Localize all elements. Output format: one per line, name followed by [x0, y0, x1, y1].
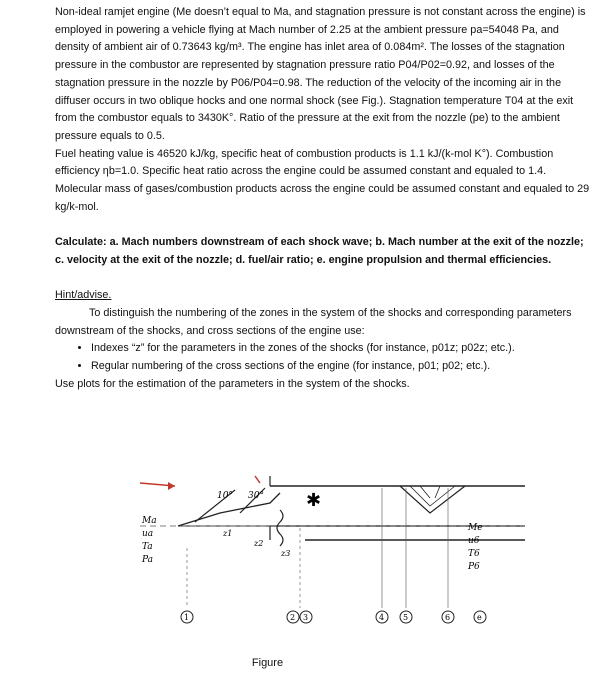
left-label-pa: Pa [142, 555, 154, 565]
angle-label-1: 10° [217, 491, 233, 501]
hint-bullet-list [55, 340, 590, 375]
right-label-p6: P6 [468, 562, 480, 572]
station-6: 6 [445, 613, 451, 622]
right-label-u6: u6 [468, 536, 480, 546]
station-3: 3 [303, 613, 309, 622]
station-2: 2 [290, 613, 296, 622]
left-label-ta: Ta [142, 542, 153, 552]
left-label-ma: Ma [142, 516, 157, 526]
figure-caption: Figure [251, 657, 284, 669]
hint-intro: To distinguish the numbering of the zones in the system of the shocks and corresponding parameters downstream of the shocks, and cross sections of the engine use: [55, 306, 572, 337]
problem-text [55, 4, 590, 393]
hint-outro: Use plots for the estimation of the parameters in the system of the shocks. [55, 377, 410, 390]
hint-bullet-sections: • Regular numbering of the cross sections of the engine (for instance, p01; p02; etc.). [91, 358, 590, 376]
station-1: 1 [184, 613, 190, 622]
hint-title: Hint/advise. [55, 289, 112, 302]
right-label-t6: T6 [468, 549, 480, 559]
zone-label-z2: z2 [254, 539, 264, 548]
zone-label-z1: z1 [223, 529, 233, 538]
figure-caption-wrap [0, 657, 535, 669]
hint-bullet-zones: • Indexes “z” for the parameters in the zones of the shocks (for instance, p01z; p02z; etc.). [91, 340, 590, 358]
right-label-me: Me [468, 523, 483, 533]
paragraph-fuel-properties: Fuel heating value is 46520 kJ/kg, specific heat of combustion products is 1.1 kJ/(k-mol K°). Combustion efficiency ηb=1.0. Specific heat ratio across the engine could be assumed constant and equaled to 1.4. Molecular mass of gases/combustion products across the engine could be assumed constant and equaled to 29 kg/k-mol. [55, 147, 590, 213]
station-5: 5 [403, 613, 409, 622]
left-label-ua: ua [142, 529, 154, 539]
paragraph-problem-statement: Non-ideal ramjet engine (Me doesn’t equal to Ma, and stagnation pressure is not constant across the engine) is employed in powering a vehicle flying at Mach number of 2.25 at the ambient pressure pa=54048 Pa, and density of ambient air of 0.73643 kg/m³. The engine has inlet area of 0.084m². The losses of the stagnation pressure in the combustor are represented by stagnation pressure ratio P04/P02=0.92, and losses of the stagnation pressure in the nozzle by P06/P04=0.98. The reduction of the velocity of the incoming air in the diffuser occurs in two oblique hocks and one normal shock (see Fig.). Stagnation temperature T04 at the exit from the combustor equals to 3430K°. Ratio of the pressure at the exit from the nozzle (pe) to the ambient pressure equals to 0.5. [55, 6, 586, 142]
calculate-tasks: Calculate: a. Mach numbers downstream of each shock wave; b. Mach number at the exit of the nozzle; c. velocity at the exit of the nozzle; d. fuel/air ratio; e. engine propulsion and thermal efficiencies. [55, 236, 584, 266]
station-e: e [477, 613, 482, 622]
flame-holder-icon: ✱ [306, 490, 322, 511]
zone-label-z3: z3 [281, 549, 291, 558]
ramjet-shock-figure [130, 468, 530, 628]
station-4: 4 [379, 613, 385, 622]
angle-label-2: 30° [248, 491, 264, 501]
